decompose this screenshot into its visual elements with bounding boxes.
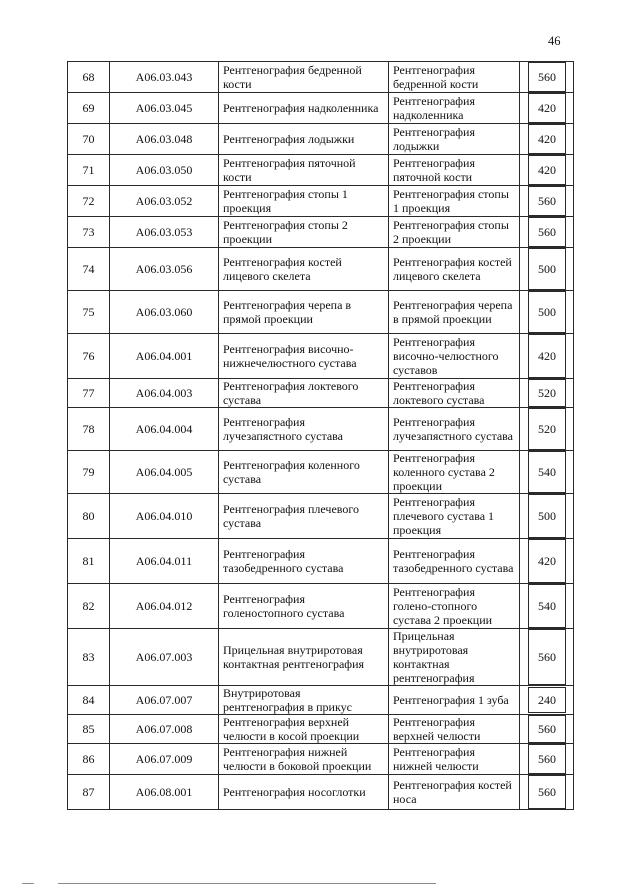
cell-code: A06.08.001 — [110, 775, 219, 810]
cell-number: 78 — [68, 408, 110, 451]
cell-price — [520, 539, 574, 584]
table-row — [68, 124, 574, 155]
cell-code: A06.03.043 — [110, 62, 219, 93]
cell-price — [520, 744, 574, 775]
cell-number: 71 — [68, 155, 110, 186]
cell-number: 86 — [68, 744, 110, 775]
cell-service-name: Рентгенография бедренной кости — [219, 62, 389, 93]
table-row — [68, 494, 574, 539]
table-row — [68, 217, 574, 248]
table-row — [68, 186, 574, 217]
cell-short-name: Рентгенография локтевого сустава — [389, 379, 520, 408]
price-value: 420 — [528, 93, 566, 123]
cell-number: 81 — [68, 539, 110, 584]
cell-number: 83 — [68, 629, 110, 686]
table-row — [68, 451, 574, 494]
cell-short-name: Рентгенография стопы 1 проекция — [389, 186, 520, 217]
price-value: 560 — [528, 217, 566, 247]
table-row — [68, 715, 574, 744]
table-row — [68, 155, 574, 186]
cell-price — [520, 93, 574, 124]
table-row — [68, 62, 574, 93]
cell-short-name: Рентгенография бедренной кости — [389, 62, 520, 93]
price-value: 560 — [528, 62, 566, 92]
cell-short-name: Рентгенография 1 зуба — [389, 686, 520, 715]
cell-number: 69 — [68, 93, 110, 124]
cell-code: A06.07.007 — [110, 686, 219, 715]
price-value: 420 — [528, 124, 566, 154]
price-value: 520 — [528, 408, 566, 450]
cell-short-name: Рентгенография голено-стопного сустава 2 проекции — [389, 584, 520, 629]
cell-code: A06.04.011 — [110, 539, 219, 584]
cell-service-name: Рентгенография плечевого сустава — [219, 494, 389, 539]
cell-code: A06.04.004 — [110, 408, 219, 451]
cell-price — [520, 379, 574, 408]
table-row — [68, 584, 574, 629]
cell-short-name: Рентгенография височно-челюстного суставов — [389, 334, 520, 379]
cell-short-name: Рентгенография надколенника — [389, 93, 520, 124]
cell-number: 85 — [68, 715, 110, 744]
price-value: 560 — [528, 775, 566, 809]
price-table — [67, 61, 574, 810]
table-row — [68, 93, 574, 124]
cell-service-name: Рентгенография голеностопного сустава — [219, 584, 389, 629]
cell-short-name: Рентгенография костей лицевого скелета — [389, 248, 520, 291]
cell-code: A06.04.003 — [110, 379, 219, 408]
price-value: 420 — [528, 334, 566, 378]
table-row — [68, 248, 574, 291]
cell-number: 76 — [68, 334, 110, 379]
cell-short-name: Рентгенография тазобедренного сустава — [389, 539, 520, 584]
price-value: 500 — [528, 291, 566, 333]
table-row — [68, 291, 574, 334]
cell-number: 72 — [68, 186, 110, 217]
cell-short-name: Рентгенография костей носа — [389, 775, 520, 810]
cell-service-name: Рентгенография локтевого сустава — [219, 379, 389, 408]
cell-short-name: Прицельная внутриротовая контактная рентгенография — [389, 629, 520, 686]
table-row — [68, 775, 574, 810]
cell-service-name: Рентгенография лодыжки — [219, 124, 389, 155]
cell-short-name: Рентгенография плечевого сустава 1 проекция — [389, 494, 520, 539]
cell-number: 79 — [68, 451, 110, 494]
cell-price — [520, 291, 574, 334]
cell-price — [520, 494, 574, 539]
cell-price — [520, 248, 574, 291]
cell-number: 70 — [68, 124, 110, 155]
table-row — [68, 744, 574, 775]
cell-number: 73 — [68, 217, 110, 248]
cell-number: 77 — [68, 379, 110, 408]
cell-price — [520, 334, 574, 379]
cell-code: A06.04.001 — [110, 334, 219, 379]
cell-service-name: Рентгенография височно-нижнечелюстного сустава — [219, 334, 389, 379]
cell-service-name: Рентгенография нижней челюсти в боковой проекции — [219, 744, 389, 775]
table-body — [68, 62, 574, 810]
cell-code: A06.03.048 — [110, 124, 219, 155]
cell-service-name: Рентгенография стопы 2 проекции — [219, 217, 389, 248]
cell-number: 80 — [68, 494, 110, 539]
cell-service-name: Прицельная внутриротовая контактная рентгенография — [219, 629, 389, 686]
price-value: 240 — [528, 687, 566, 713]
cell-code: A06.04.010 — [110, 494, 219, 539]
price-value: 560 — [528, 715, 566, 743]
cell-price — [520, 217, 574, 248]
price-value: 500 — [528, 248, 566, 290]
footer-line-left — [22, 883, 34, 884]
cell-code: A06.07.008 — [110, 715, 219, 744]
cell-code: A06.03.060 — [110, 291, 219, 334]
cell-service-name: Рентгенография тазобедренного сустава — [219, 539, 389, 584]
cell-price — [520, 584, 574, 629]
price-value: 540 — [528, 451, 566, 493]
cell-short-name: Рентгенография черепа в прямой проекции — [389, 291, 520, 334]
cell-short-name: Рентгенография лучезапястного сустава — [389, 408, 520, 451]
cell-service-name: Рентгенография носоглотки — [219, 775, 389, 810]
table-row — [68, 629, 574, 686]
cell-short-name: Рентгенография пяточной кости — [389, 155, 520, 186]
cell-price — [520, 124, 574, 155]
cell-price — [520, 186, 574, 217]
cell-number: 84 — [68, 686, 110, 715]
cell-price — [520, 715, 574, 744]
cell-service-name: Рентгенография надколенника — [219, 93, 389, 124]
page-number: 46 — [548, 34, 561, 48]
cell-code: A06.04.005 — [110, 451, 219, 494]
cell-short-name: Рентгенография верхней челюсти — [389, 715, 520, 744]
table-row — [68, 539, 574, 584]
table-row — [68, 379, 574, 408]
price-value: 560 — [528, 744, 566, 774]
cell-code: A06.03.053 — [110, 217, 219, 248]
cell-code: A06.03.050 — [110, 155, 219, 186]
cell-code: A06.03.052 — [110, 186, 219, 217]
table-row — [68, 408, 574, 451]
cell-service-name: Рентгенография верхней челюсти в косой проекции — [219, 715, 389, 744]
cell-short-name: Рентгенография стопы 2 проекции — [389, 217, 520, 248]
cell-short-name: Рентгенография коленного сустава 2 проекции — [389, 451, 520, 494]
price-value: 420 — [528, 155, 566, 185]
cell-number: 74 — [68, 248, 110, 291]
price-value: 500 — [528, 494, 566, 538]
cell-price — [520, 408, 574, 451]
price-value: 560 — [528, 186, 566, 216]
price-value: 420 — [528, 539, 566, 583]
price-value: 520 — [528, 379, 566, 407]
cell-service-name: Рентгенография лучезапястного сустава — [219, 408, 389, 451]
cell-code: A06.07.003 — [110, 629, 219, 686]
cell-code: A06.07.009 — [110, 744, 219, 775]
footer-line — [58, 883, 436, 884]
cell-number: 68 — [68, 62, 110, 93]
cell-service-name: Рентгенография черепа в прямой проекции — [219, 291, 389, 334]
cell-price — [520, 775, 574, 810]
cell-price — [520, 155, 574, 186]
cell-service-name: Рентгенография костей лицевого скелета — [219, 248, 389, 291]
cell-code: A06.04.012 — [110, 584, 219, 629]
cell-price — [520, 686, 574, 715]
cell-price — [520, 629, 574, 686]
cell-price — [520, 451, 574, 494]
cell-service-name: Внутриротовая рентгенография в прикус — [219, 686, 389, 715]
cell-price — [520, 62, 574, 93]
cell-code: A06.03.045 — [110, 93, 219, 124]
cell-number: 75 — [68, 291, 110, 334]
cell-code: A06.03.056 — [110, 248, 219, 291]
table-row — [68, 686, 574, 715]
cell-number: 82 — [68, 584, 110, 629]
price-value: 540 — [528, 584, 566, 628]
cell-number: 87 — [68, 775, 110, 810]
cell-service-name: Рентгенография стопы 1 проекция — [219, 186, 389, 217]
table-row — [68, 334, 574, 379]
cell-short-name: Рентгенография лодыжки — [389, 124, 520, 155]
price-value: 560 — [528, 629, 566, 685]
cell-service-name: Рентгенография пяточной кости — [219, 155, 389, 186]
cell-service-name: Рентгенография коленного сустава — [219, 451, 389, 494]
cell-short-name: Рентгенография нижней челюсти — [389, 744, 520, 775]
